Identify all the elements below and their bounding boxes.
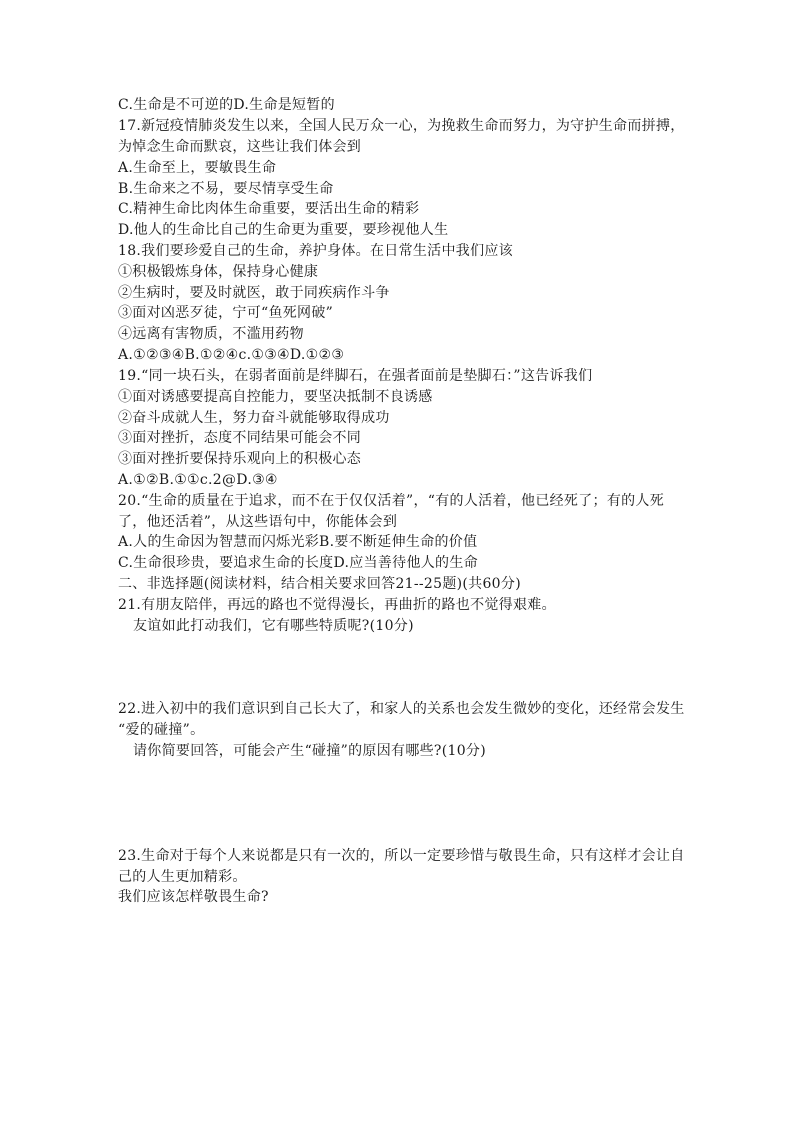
q23-stem-line1: 23.生命对于每个人来说都是只有一次的，所以一定要珍惜与敬畏生命，只有这样才会让自 xyxy=(118,848,685,864)
q21-prompt: 友谊如此打动我们，它有哪些特质呢?(10分) xyxy=(133,618,414,634)
q22-stem-line2: “爱的碰撞”。 xyxy=(118,722,205,738)
q17-option-d: D.他人的生命比自己的生命更为重要，要珍视他人生 xyxy=(118,222,449,238)
q19-item-1: ①面对诱感要提高自控能力，要坚决抵制不良诱感 xyxy=(118,389,433,405)
q23-prompt: 我们应该怎样敬畏生命? xyxy=(118,889,269,905)
q18-item-2: ②生病时，要及时就医，敢于同疾病作斗争 xyxy=(118,285,390,301)
q20-stem-line2: 了，他还活着”，从这些语句中，你能体会到 xyxy=(118,514,398,530)
q20-options-line2: C.生命很珍贵，要追求生命的长度D.应当善待他人的生命 xyxy=(118,555,478,571)
q17-stem-line1: 17.新冠疫情肺炎发生以来，全国人民万众一心，为挽救生命而努力，为守护生命而拼搏， xyxy=(118,118,685,134)
q18-choices: A.①②③④B.①②④c.①③④D.①②③ xyxy=(118,347,345,363)
q19-item-3: ③面对挫折，态度不同结果可能会不同 xyxy=(118,430,362,446)
q22-stem-line1: 22.进入初中的我们意识到自己长大了，和家人的关系也会发生微妙的变化，还经常会发生 xyxy=(118,701,685,717)
q17-option-a: A.生命至上，要敏畏生命 xyxy=(118,160,277,176)
q19-stem: 19.“同一块石头，在弱者面前是绊脚石，在强者面前是垫脚石：”这告诉我们 xyxy=(118,368,593,384)
q18-stem: 18.我们要珍爱自己的生命，养护身体。在日常生活中我们应该 xyxy=(118,243,513,259)
q21-stem: 21.有朋友陪伴，再远的路也不觉得漫长，再曲折的路也不觉得艰难。 xyxy=(118,597,556,613)
q19-item-2: ②奋斗成就人生，努力奋斗就能够取得成功 xyxy=(118,410,390,426)
q17-option-c: C.精神生命比肉体生命重要，要活出生命的精彩 xyxy=(118,201,420,217)
q20-stem-line1: 20.“生命的质量在于追求，而不在于仅仅活着”，“有的人活着，他已经死了；有的人死 xyxy=(118,493,665,509)
q20-options-line1: A.人的生命因为智慧而闪烁光彩B.要不断延伸生命的价值 xyxy=(118,534,478,550)
q18-item-3: ③面对凶恶歹徒，宁可“鱼死网破” xyxy=(118,305,334,321)
q17-stem-line2: 为悼念生命而默哀，这些让我们体会到 xyxy=(118,139,362,155)
q19-choices: A.①②B.①①c.2@D.③④ xyxy=(118,472,278,488)
q23-stem-line2: 己的人生更加精彩。 xyxy=(118,869,247,885)
section-2-heading: 二、非选择题(阅读材料，结合相关要求回答21--25题)(共60分) xyxy=(118,576,521,592)
q19-item-4: ③面对挫折要保持乐观向上的积极心态 xyxy=(118,451,362,467)
q22-prompt: 请你简要回答，可能会产生“碰撞”的原因有哪些?(10分) xyxy=(133,743,486,759)
q16-options-tail: C.生命是不可逆的D.生命是短暂的 xyxy=(118,97,335,113)
q18-item-1: ①积极锻炼身体，保持身心健康 xyxy=(118,264,319,280)
q17-option-b: B.生命来之不易，要尽情享受生命 xyxy=(118,181,334,197)
q18-item-4: ④远离有害物质，不滥用药物 xyxy=(118,326,304,342)
